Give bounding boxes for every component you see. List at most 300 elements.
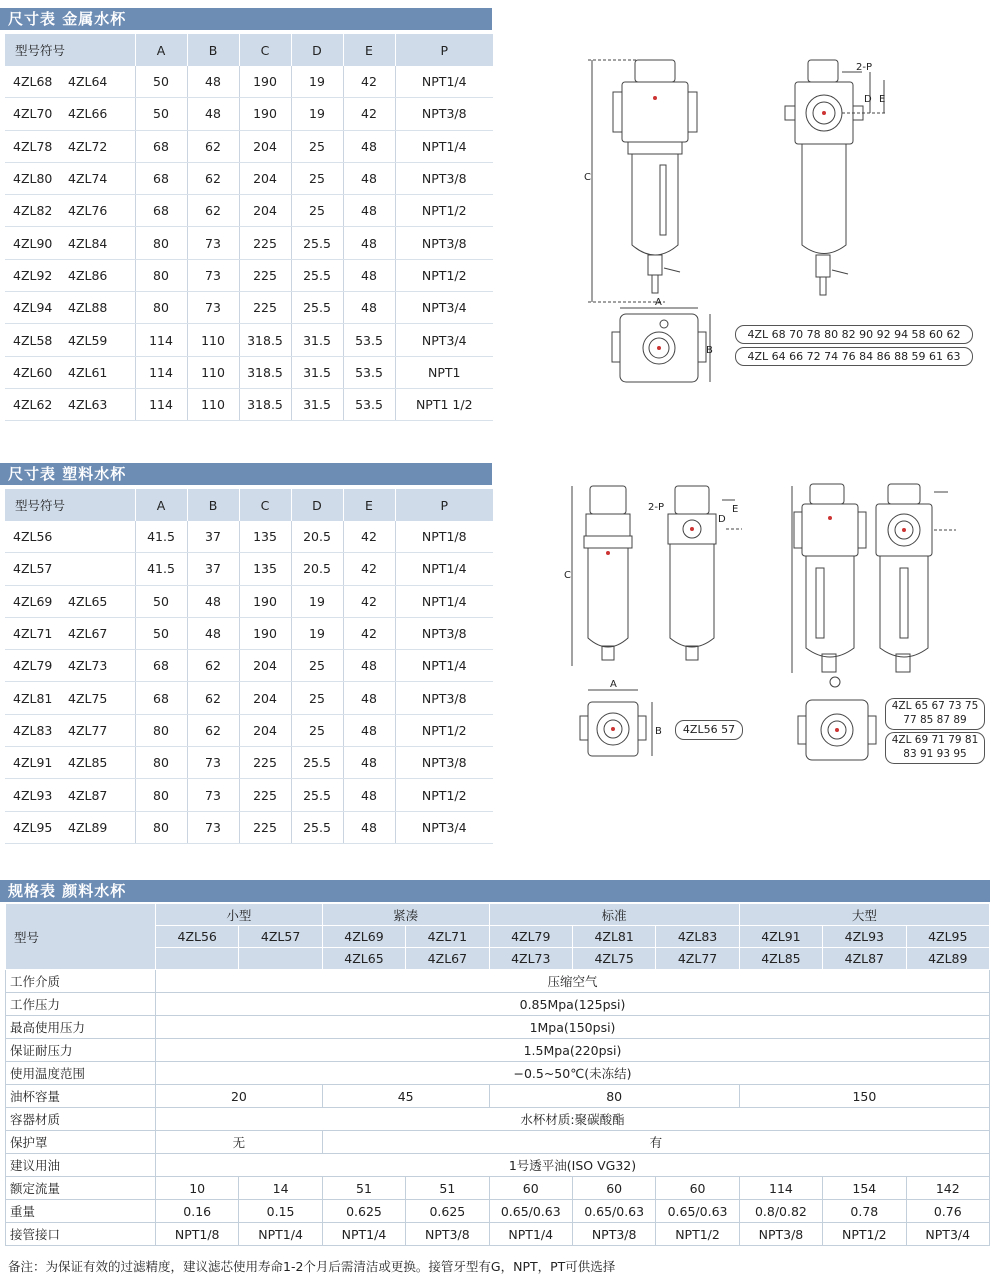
spec-label: 工作压力: [6, 993, 156, 1016]
spec-value: 有: [322, 1131, 989, 1154]
model-cell: 4ZL73: [489, 948, 572, 970]
model-cell: [5, 779, 135, 811]
dim-cell-p: NPT3/8: [395, 747, 493, 779]
spec-label: 最高使用压力: [6, 1016, 156, 1039]
spec-row-material: [6, 1108, 990, 1131]
dim-cell-p: NPT3/4: [395, 811, 493, 843]
model-cell: 4ZL87: [823, 948, 906, 970]
spec-row-weight: [6, 1200, 990, 1223]
spec-value: NPT1/2: [656, 1223, 739, 1246]
dim-cell-d: 25.5: [291, 227, 343, 259]
spec-value: 0.65/0.63: [489, 1200, 572, 1223]
plastic-models-box-b: [885, 732, 985, 764]
spec-row-max-pressure: [6, 1016, 990, 1039]
dim-cell-e: 48: [343, 195, 395, 227]
spec-value: 水杯材质:聚碳酸酯: [156, 1108, 990, 1131]
model-cell: [5, 682, 135, 714]
model-primary: 4ZL60: [13, 364, 53, 380]
table-row: [5, 259, 493, 291]
group-small: 小型: [156, 904, 323, 926]
table-row: [5, 521, 493, 553]
table-row: [5, 195, 493, 227]
model-cell: [5, 259, 135, 291]
table-row: [5, 714, 493, 746]
dim-cell-b: 62: [187, 195, 239, 227]
dim-cell-a: 114: [135, 324, 187, 356]
dim-cell-p: NPT3/8: [395, 227, 493, 259]
model-secondary: 4ZL89: [68, 819, 108, 835]
table-row: [5, 747, 493, 779]
col-header-model: 型号符号: [5, 489, 135, 521]
dim-cell-d: 31.5: [291, 388, 343, 420]
spec-value: 154: [823, 1177, 906, 1200]
dim-cell-c: 225: [239, 259, 291, 291]
model-cell: 4ZL77: [656, 948, 739, 970]
model-cell: [5, 130, 135, 162]
dim-cell-e: 48: [343, 292, 395, 324]
model-secondary: 4ZL87: [68, 787, 108, 803]
metal-models-box-1: [735, 325, 973, 344]
dim-cell-d: 19: [291, 98, 343, 130]
spec-value: 无: [156, 1131, 323, 1154]
group-standard: 标准: [489, 904, 739, 926]
dim-cell-c: 135: [239, 521, 291, 553]
model-secondary: 4ZL86: [68, 267, 108, 283]
model-cell: [5, 714, 135, 746]
metal-models-line2: 4ZL 64 66 72 74 76 84 86 88 59 61 63: [747, 350, 961, 363]
plastic-models-box-a: [885, 698, 985, 730]
metal-models-box-2: [735, 347, 973, 366]
dim-cell-e: 48: [343, 259, 395, 291]
dim-cell-p: NPT1/2: [395, 259, 493, 291]
metal-section-title: 尺寸表 金属水杯: [0, 8, 492, 30]
table-row: [5, 553, 493, 585]
model-cell: 4ZL83: [656, 926, 739, 948]
col-header-d: D: [291, 489, 343, 521]
spec-value: 0.65/0.63: [572, 1200, 655, 1223]
dim-cell-b: 73: [187, 811, 239, 843]
model-cell: [5, 617, 135, 649]
dim-cell-p: NPT3/8: [395, 682, 493, 714]
spec-value: NPT1/4: [489, 1223, 572, 1246]
model-primary: 4ZL91: [13, 755, 53, 771]
dim-cell-d: 25.5: [291, 259, 343, 291]
dim-cell-b: 110: [187, 356, 239, 388]
dim-cell-c: 204: [239, 682, 291, 714]
table-row: [5, 682, 493, 714]
model-secondary: 4ZL75: [68, 690, 108, 706]
dim-cell-d: 25.5: [291, 292, 343, 324]
spec-value: 80: [489, 1085, 739, 1108]
spec-table: [5, 903, 990, 1246]
table-row: [5, 617, 493, 649]
dim-cell-p: NPT3/4: [395, 324, 493, 356]
dim-cell-e: 48: [343, 747, 395, 779]
table-row: [5, 66, 493, 98]
model-cell: [5, 521, 135, 553]
spec-value: 150: [739, 1085, 989, 1108]
dim-cell-d: 19: [291, 66, 343, 98]
spec-label: 容器材质: [6, 1108, 156, 1131]
dim-cell-c: 190: [239, 98, 291, 130]
spec-value: 0.76: [906, 1200, 989, 1223]
dim-cell-a: 80: [135, 259, 187, 291]
dim-cell-e: 53.5: [343, 356, 395, 388]
dim-label-d: D: [718, 514, 726, 525]
spec-value: NPT3/8: [739, 1223, 822, 1246]
dim-cell-b: 73: [187, 292, 239, 324]
model-primary: 4ZL92: [13, 267, 53, 283]
dim-cell-a: 41.5: [135, 553, 187, 585]
plastic-dimension-table: [5, 489, 493, 844]
dim-cell-b: 62: [187, 682, 239, 714]
dim-cell-d: 19: [291, 585, 343, 617]
dim-cell-c: 204: [239, 714, 291, 746]
dim-label-c: C: [584, 172, 591, 183]
dim-cell-b: 48: [187, 585, 239, 617]
spec-value: 45: [322, 1085, 489, 1108]
col-header-e: E: [343, 34, 395, 66]
dim-label-a: A: [610, 679, 617, 690]
dim-cell-p: NPT1/8: [395, 521, 493, 553]
col-header-a: A: [135, 489, 187, 521]
dim-cell-p: NPT1/2: [395, 779, 493, 811]
dim-cell-e: 42: [343, 66, 395, 98]
model-secondary: 4ZL63: [68, 397, 108, 413]
dim-cell-c: 190: [239, 66, 291, 98]
dim-cell-e: 48: [343, 162, 395, 194]
plastic-model-small-box: [675, 720, 743, 740]
model-primary: 4ZL79: [13, 658, 53, 674]
model-cell: [5, 324, 135, 356]
col-header-c: C: [239, 489, 291, 521]
model-cell: 4ZL79: [489, 926, 572, 948]
dim-cell-d: 20.5: [291, 553, 343, 585]
dim-cell-e: 48: [343, 779, 395, 811]
spec-row-oil: [6, 1154, 990, 1177]
spec-value: 压缩空气: [156, 970, 990, 993]
model-secondary: 4ZL74: [68, 171, 108, 187]
model-cell: 4ZL89: [906, 948, 989, 970]
model-secondary: 4ZL88: [68, 300, 108, 316]
spec-value: 51: [406, 1177, 489, 1200]
spec-label: 工作介质: [6, 970, 156, 993]
dim-label-e: E: [879, 94, 886, 105]
spec-value: −0.5~50℃(未冻结): [156, 1062, 990, 1085]
dim-cell-a: 80: [135, 292, 187, 324]
col-header-e: E: [343, 489, 395, 521]
model-secondary: 4ZL73: [68, 658, 108, 674]
spec-value: 0.625: [322, 1200, 405, 1223]
plastic-models-a-line2: 77 85 87 89: [903, 714, 967, 726]
dim-cell-a: 41.5: [135, 521, 187, 553]
model-cell: [5, 356, 135, 388]
model-primary: 4ZL90: [13, 235, 53, 251]
model-cell: 4ZL71: [406, 926, 489, 948]
model-secondary: 4ZL66: [68, 106, 108, 122]
dim-cell-d: 25: [291, 714, 343, 746]
model-cell: 4ZL91: [739, 926, 822, 948]
dim-label-e: E: [732, 504, 739, 515]
spec-value: 1.5Mpa(220psi): [156, 1039, 990, 1062]
model-primary: 4ZL62: [13, 397, 53, 413]
dim-cell-e: 48: [343, 811, 395, 843]
model-cell: 4ZL75: [572, 948, 655, 970]
model-cell: [5, 162, 135, 194]
model-cell: 4ZL57: [239, 926, 322, 948]
spec-value: NPT1/2: [823, 1223, 906, 1246]
model-primary: 4ZL70: [13, 106, 53, 122]
table-row: [5, 227, 493, 259]
dim-cell-a: 68: [135, 195, 187, 227]
spec-value: NPT3/8: [406, 1223, 489, 1246]
dim-label-c: C: [564, 570, 571, 581]
dim-cell-p: NPT3/8: [395, 162, 493, 194]
dim-cell-a: 50: [135, 617, 187, 649]
plastic-models-b-line2: 83 91 93 95: [903, 748, 967, 760]
spec-value: NPT1/4: [239, 1223, 322, 1246]
dim-cell-p: NPT1: [395, 356, 493, 388]
dim-cell-a: 80: [135, 714, 187, 746]
dim-cell-e: 42: [343, 617, 395, 649]
dim-cell-p: NPT3/8: [395, 98, 493, 130]
spec-value: 0.78: [823, 1200, 906, 1223]
dim-cell-a: 50: [135, 585, 187, 617]
spec-row-flow: [6, 1177, 990, 1200]
dim-cell-e: 48: [343, 650, 395, 682]
col-header-d: D: [291, 34, 343, 66]
footnote: 备注：为保证有效的过滤精度，建议滤芯使用寿命1-2个月后需清洁或更换。接管牙型有G，NPT，PT可供选择: [8, 1259, 616, 1274]
model-secondary: 4ZL67: [68, 626, 108, 642]
table-row: [5, 650, 493, 682]
dim-cell-e: 48: [343, 130, 395, 162]
col-header-b: B: [187, 34, 239, 66]
metal-dimension-table: [5, 34, 493, 421]
spec-value: 1号透平油(ISO VG32): [156, 1154, 990, 1177]
spec-value: 142: [906, 1177, 989, 1200]
spec-value: NPT3/4: [906, 1223, 989, 1246]
model-primary: 4ZL68: [13, 74, 53, 90]
model-cell: [5, 747, 135, 779]
spec-value: 0.8/0.82: [739, 1200, 822, 1223]
dim-cell-c: 318.5: [239, 356, 291, 388]
dim-cell-c: 318.5: [239, 324, 291, 356]
dim-cell-b: 110: [187, 324, 239, 356]
model-cell: [5, 388, 135, 420]
model-cell: 4ZL95: [906, 926, 989, 948]
dim-cell-b: 48: [187, 66, 239, 98]
dim-cell-b: 37: [187, 521, 239, 553]
spec-label: 保证耐压力: [6, 1039, 156, 1062]
dim-cell-c: 204: [239, 162, 291, 194]
spec-value: 14: [239, 1177, 322, 1200]
dim-cell-c: 204: [239, 650, 291, 682]
table-row: [5, 356, 493, 388]
spec-value: 0.625: [406, 1200, 489, 1223]
model-cell: 4ZL85: [739, 948, 822, 970]
dim-cell-a: 50: [135, 98, 187, 130]
dim-cell-b: 62: [187, 162, 239, 194]
dim-cell-p: NPT1/4: [395, 130, 493, 162]
dim-label-2p: 2-P: [648, 502, 665, 513]
model-primary: 4ZL94: [13, 300, 53, 316]
group-large: 大型: [739, 904, 989, 926]
model-secondary: 4ZL64: [68, 74, 108, 90]
dim-cell-c: 225: [239, 227, 291, 259]
table-row: [5, 779, 493, 811]
model-secondary: 4ZL59: [68, 332, 108, 348]
dim-cell-p: NPT3/8: [395, 617, 493, 649]
dim-cell-b: 62: [187, 650, 239, 682]
dim-cell-b: 48: [187, 617, 239, 649]
dim-cell-c: 225: [239, 747, 291, 779]
plastic-section-title: 尺寸表 塑料水杯: [0, 463, 492, 485]
col-header-p: P: [395, 34, 493, 66]
dim-cell-c: 204: [239, 195, 291, 227]
dim-cell-a: 68: [135, 650, 187, 682]
dim-cell-a: 80: [135, 227, 187, 259]
dim-cell-a: 80: [135, 811, 187, 843]
spec-value: 0.85Mpa(125psi): [156, 993, 990, 1016]
table-row: [5, 811, 493, 843]
model-cell: [156, 948, 239, 970]
group-compact: 紧凑: [322, 904, 489, 926]
dim-cell-p: NPT1/2: [395, 195, 493, 227]
model-secondary: 4ZL84: [68, 235, 108, 251]
dim-cell-c: 190: [239, 585, 291, 617]
spec-row-pressure: [6, 993, 990, 1016]
dim-cell-b: 62: [187, 714, 239, 746]
dim-cell-c: 225: [239, 779, 291, 811]
dim-cell-d: 20.5: [291, 521, 343, 553]
model-cell: [5, 811, 135, 843]
dim-cell-d: 25.5: [291, 779, 343, 811]
dim-cell-d: 25: [291, 162, 343, 194]
table-row: [5, 130, 493, 162]
table-row: [5, 162, 493, 194]
dim-cell-a: 80: [135, 779, 187, 811]
dim-cell-d: 31.5: [291, 356, 343, 388]
model-secondary: 4ZL65: [68, 593, 108, 609]
dim-cell-e: 42: [343, 553, 395, 585]
dim-cell-b: 73: [187, 227, 239, 259]
spec-row-proof-pressure: [6, 1039, 990, 1062]
model-cell: [5, 98, 135, 130]
dim-cell-c: 318.5: [239, 388, 291, 420]
dim-cell-c: 225: [239, 811, 291, 843]
dim-cell-p: NPT1/2: [395, 714, 493, 746]
dim-cell-d: 25.5: [291, 747, 343, 779]
spec-value: 1Mpa(150psi): [156, 1016, 990, 1039]
dim-cell-e: 42: [343, 98, 395, 130]
model-cell: 4ZL69: [322, 926, 405, 948]
model-secondary: 4ZL76: [68, 203, 108, 219]
model-cell: [5, 227, 135, 259]
dim-cell-d: 25.5: [291, 811, 343, 843]
spec-model-label: 型号: [6, 904, 156, 970]
spec-row-capacity: [6, 1085, 990, 1108]
table-header-row: [5, 489, 493, 521]
model-primary: 4ZL83: [13, 722, 53, 738]
spec-label: 额定流量: [6, 1177, 156, 1200]
plastic-models-a-line1: 4ZL 65 67 73 75: [891, 700, 979, 712]
table-row: [5, 585, 493, 617]
dim-cell-e: 42: [343, 585, 395, 617]
table-row: [5, 324, 493, 356]
model-primary: 4ZL78: [13, 138, 53, 154]
model-secondary: 4ZL72: [68, 138, 108, 154]
model-primary: 4ZL80: [13, 171, 53, 187]
model-primary: 4ZL56: [13, 529, 53, 545]
model-primary: 4ZL71: [13, 626, 53, 642]
dim-cell-a: 68: [135, 162, 187, 194]
spec-value: 60: [489, 1177, 572, 1200]
spec-value: 60: [656, 1177, 739, 1200]
model-primary: 4ZL69: [13, 593, 53, 609]
col-header-c: C: [239, 34, 291, 66]
dim-cell-p: NPT1 1/2: [395, 388, 493, 420]
plastic-model-small: 4ZL56 57: [682, 723, 736, 736]
spec-section-title: 规格表 颜料水杯: [0, 880, 990, 902]
model-secondary: 4ZL77: [68, 722, 108, 738]
dim-cell-b: 37: [187, 553, 239, 585]
dim-cell-b: 48: [187, 98, 239, 130]
dim-cell-c: 204: [239, 130, 291, 162]
dim-cell-p: NPT1/4: [395, 66, 493, 98]
dim-cell-b: 62: [187, 130, 239, 162]
model-cell: [5, 650, 135, 682]
model-primary: 4ZL57: [13, 561, 53, 577]
dim-cell-d: 25: [291, 650, 343, 682]
dim-cell-b: 73: [187, 259, 239, 291]
plastic-models-b-line1: 4ZL 69 71 79 81: [891, 734, 979, 746]
dim-label-a: A: [655, 297, 662, 308]
dim-label-d: D: [864, 94, 872, 105]
model-cell: [5, 553, 135, 585]
dim-cell-b: 73: [187, 779, 239, 811]
spec-value: 0.16: [156, 1200, 239, 1223]
model-cell: 4ZL56: [156, 926, 239, 948]
dim-cell-c: 135: [239, 553, 291, 585]
spec-label: 保护罩: [6, 1131, 156, 1154]
spec-value: 0.65/0.63: [656, 1200, 739, 1223]
dim-cell-c: 190: [239, 617, 291, 649]
dim-cell-p: NPT1/4: [395, 585, 493, 617]
table-row: [5, 388, 493, 420]
metal-models-line1: 4ZL 68 70 78 80 82 90 92 94 58 60 62: [747, 328, 961, 341]
spec-value: 10: [156, 1177, 239, 1200]
dim-label-b: B: [655, 726, 662, 737]
spec-label: 油杯容量: [6, 1085, 156, 1108]
dim-cell-d: 25: [291, 195, 343, 227]
dim-cell-e: 48: [343, 682, 395, 714]
model-cell: [5, 585, 135, 617]
col-header-model: 型号符号: [5, 34, 135, 66]
spec-value: 60: [572, 1177, 655, 1200]
spec-value: 20: [156, 1085, 323, 1108]
dim-label-2p: 2-P: [856, 62, 873, 73]
model-cell: [5, 195, 135, 227]
dim-cell-a: 114: [135, 388, 187, 420]
model-primary: 4ZL81: [13, 690, 53, 706]
spec-row-port: [6, 1223, 990, 1246]
dim-cell-d: 25: [291, 130, 343, 162]
model-primary: 4ZL82: [13, 203, 53, 219]
spec-value: 51: [322, 1177, 405, 1200]
spec-value: NPT3/8: [572, 1223, 655, 1246]
spec-value: 114: [739, 1177, 822, 1200]
model-cell: [239, 948, 322, 970]
